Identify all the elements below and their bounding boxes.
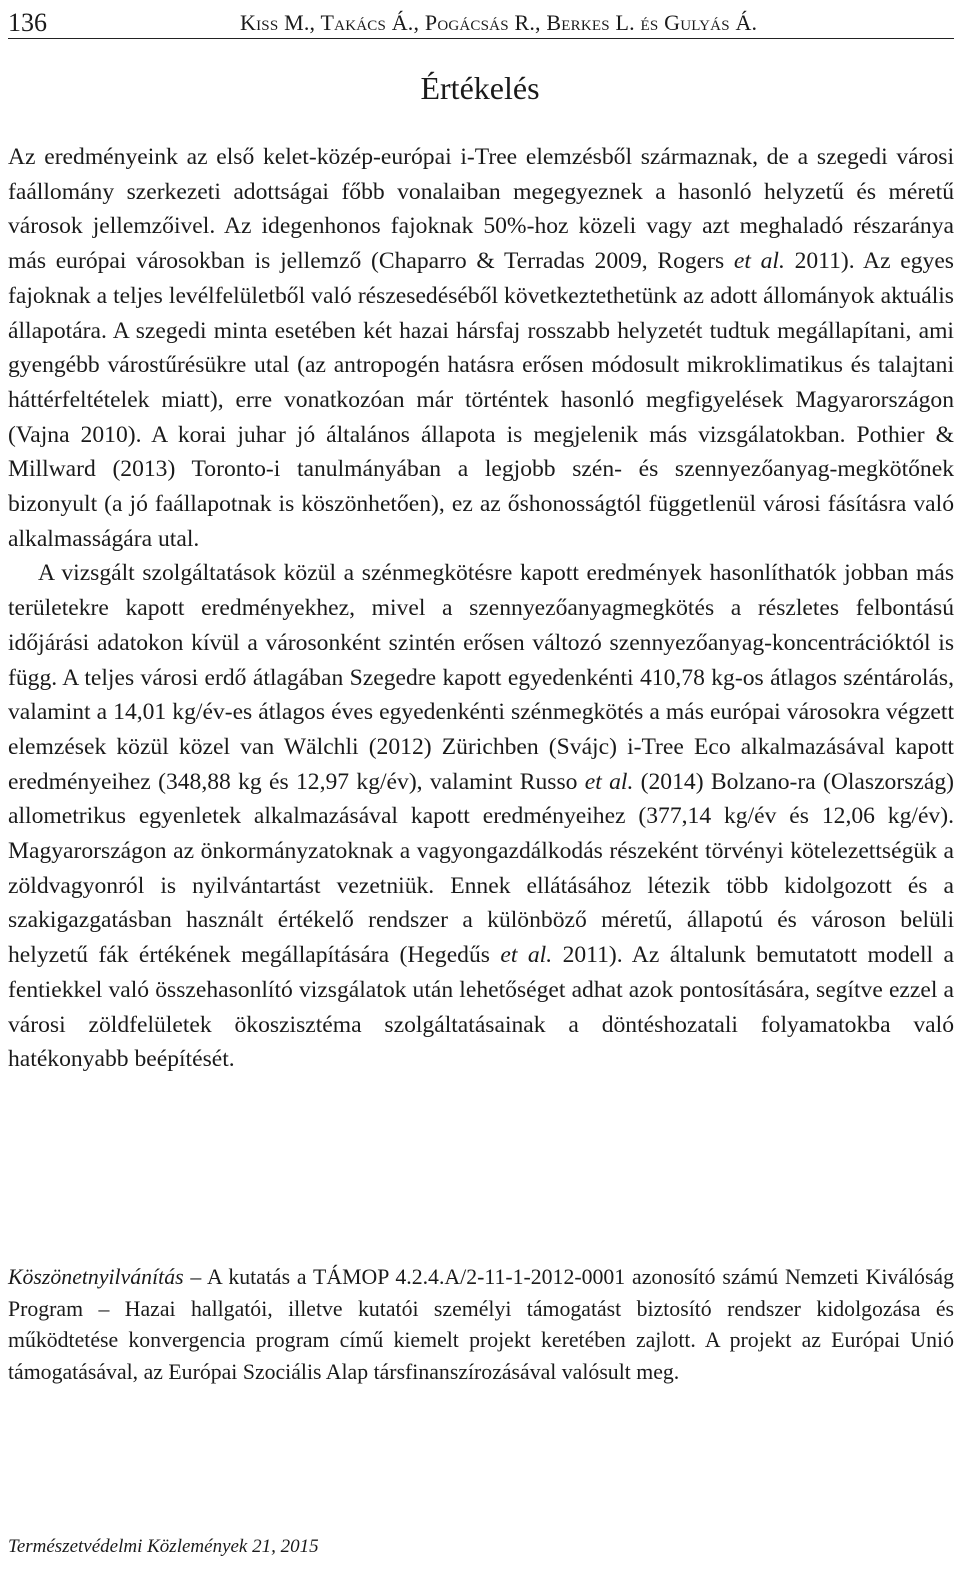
paragraph-2-text-c: 2011). Az általunk bemutatott modell a fentiekkel való összehasonlító vizsgálatok után lehetőséget adhat azok pontosítására, segítve ezzel a városi zöldfelületek ökoszisztéma szolgáltatásainak a döntéshozatali folyamatokba való hatékonyabb beépítését. — [8, 942, 954, 1073]
page-number: 136 — [8, 8, 47, 37]
section-title: Értékelés — [420, 70, 540, 106]
paragraph-2-text-b: (2014) Bolzano-ra (Olaszország) allometrikus egyenletek alkalmazásával kapott eredményeihez (377,14 kg/év és 12,06 kg/év). Magyarországon az önkormányzatoknak a vagyongazdálkodás részeként törvényi kötelezettségük a zöldvagyonról is nyilvántartást vezetniük. Ennek ellátásához létezik több kidolgozott és a szakigazgatásban használt értékelő rendszer a különböző méretű, állapotú és városon belüli helyzetű fák értékének megállapítására (Hegedűs — [8, 768, 954, 969]
acknowledgement-text: – A kutatás a TÁMOP 4.2.4.A/2-11-1-2012-0001 azonosító számú Nemzeti Kiválóság Program – Hazai hallgatói, illetve kutatói személyi támogatást biztosító rendszer kidolgozása és működtetése konvergencia program című kiemelt projekt keretében zajlott. A projekt az Európai Unió támogatásával, az Európai Szociális Alap társfinanszírozásával valósult meg. — [8, 1265, 954, 1384]
citation-et-al: et al. — [584, 768, 634, 795]
paragraph-1-text-b: 2011). Az egyes fajoknak a teljes levélfelületből való részesedéséből következtethetünk az adott állományok aktuális állapotára. A szegedi minta esetében két hazai hársfaj rosszabb helyzetét tudtuk megállapítani, ami gyengébb várostűrésükre utal (az antropogén hatásra erősen módosult mikroklimatikus és talajtani háttérfeltételek miatt), erre vonatkozóan már történtek hasonló megfigyelések Magyarországon (Vajna 2010). A korai juhar jó általános állapota is megjelenik más vizsgálatokban. Pothier & Millward (2013) Toronto-i tanulmányában a legjobb szén- és szennyezőanyag-megkötőnek bizonyult (a jó faállapotnak is köszönhetően), ez az őshonosságtól függetlenül városi fásításra való alkalmasságára utal. — [8, 248, 954, 552]
citation-et-al: et al. — [733, 248, 785, 275]
paragraph-1-text-a: Az eredményeink az első kelet-közép-európai i-Tree elemzésből származnak, de a szegedi városi faállomány szerkezeti adottságai főbb vonalaiban megegyeznek a hasonló helyzetű és méretű városok jellemzőivel. Az idegenhonos fajoknak 50%-hoz közeli vagy azt meghaladó részaránya más európai városokban is jellemző (Chaparro & Terradas 2009, Rogers — [8, 144, 954, 275]
journal-footer: Természetvédelmi Közlemények 21, 2015 — [8, 1536, 319, 1557]
acknowledgement-label: Köszönetnyilvánítás — [8, 1265, 184, 1289]
paragraph-2 — [8, 556, 954, 1077]
page-header — [8, 6, 954, 39]
running-head-authors: Kiss M., Takács Á., Pogácsás R., Berkes L. és Gulyás Á. — [240, 10, 758, 35]
acknowledgement — [8, 1262, 954, 1388]
paragraph-2-text-a: A vizsgált szolgáltatások közül a szénmegkötésre kapott eredmények hasonlíthatók jobban más területekre kapott eredményekhez, mivel a szennyezőanyagmegkötés a részletes felbontású időjárási adatokon kívül a városonként szintén erősen változó szennyezőanyag-koncentrációktól is függ. A teljes városi erdő átlagában Szegedre kapott egyedenkénti 410,78 kg-os átlagos széntárolás, valamint a 14,01 kg/év-es átlagos éves egyedenkénti szénmegkötés a más európai városokra végzett elemzések közül közel van Wälchli (2012) Zürichben (Svájc) i-Tree Eco alkalmazásával kapott eredményeihez (348,88 kg és 12,97 kg/év), valamint Russo — [8, 560, 954, 795]
citation-et-al: et al. — [500, 942, 553, 969]
paragraph-1 — [8, 140, 954, 556]
body-text — [8, 140, 954, 1077]
